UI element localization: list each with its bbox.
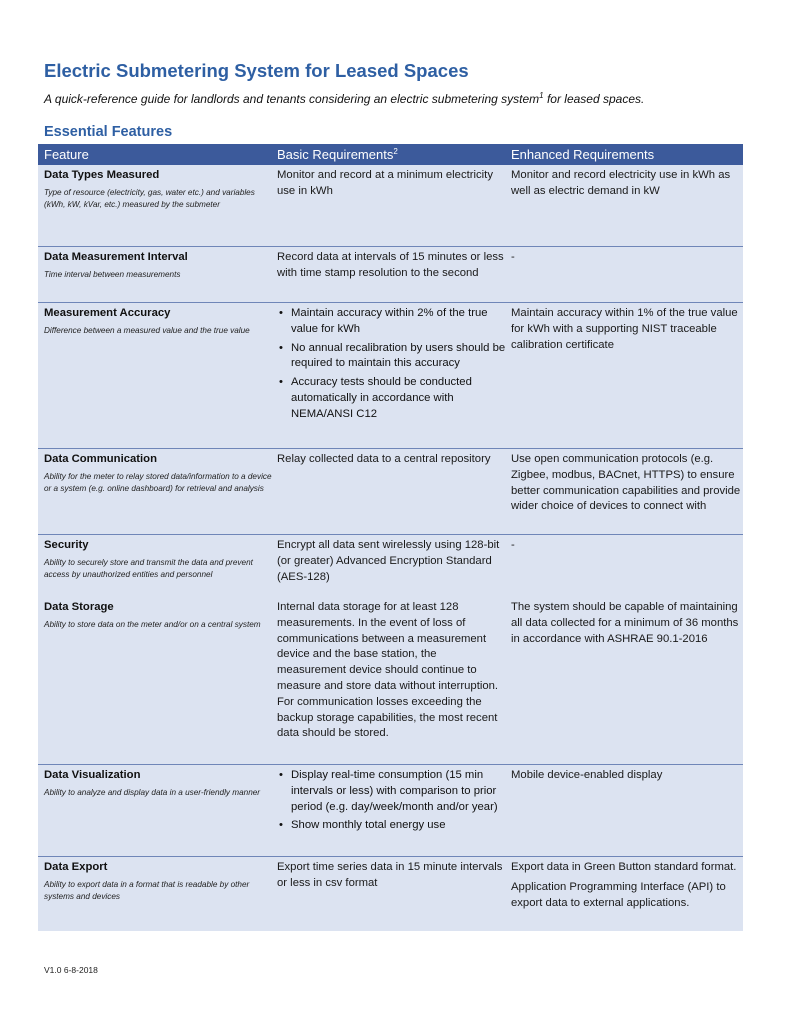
feature-name: Data Export [44, 861, 108, 873]
enhanced-requirement [506, 857, 743, 931]
header-enhanced: Enhanced Requirements [511, 147, 655, 162]
requirement-list [277, 768, 506, 834]
basic-requirement: Monitor and record at a minimum electricity use in kWh [277, 169, 493, 197]
list-item-text: Display real-time consumption (15 min intervals or less) with comparison to prior period (e.g. day/week/month and/or year) [291, 769, 498, 813]
feature-cell [38, 597, 272, 764]
feature-description: Ability for the meter to relay stored data/information to a device or a system (e.g. online dashboard) for retrieval and analysis [44, 472, 272, 493]
list-item [277, 341, 506, 373]
bullet-icon: • [279, 307, 283, 319]
basic-requirement: Internal data storage for at least 128 measurements. In the event of loss of communications between a measurement device and the base station, the measurement device should continue to measure and store data without interruption. For communication losses exceeding the backup storage capabilities, the most recent data should be stored. [277, 601, 499, 740]
feature-description: Ability to export data in a format that is readable by other systems and devices [44, 880, 250, 901]
enhanced-requirement-text-2: Application Programming Interface (API) to export data to external applications. [511, 880, 726, 909]
features-table [38, 144, 743, 931]
list-item-text: No annual recalibration by users should be required to maintain this accuracy [291, 341, 506, 370]
feature-cell [38, 857, 272, 931]
table-row [38, 303, 743, 449]
feature-description: Difference between a measured value and the true value [44, 326, 250, 335]
enhanced-requirement: Mobile device-enabled display [511, 769, 663, 781]
feature-cell [38, 535, 272, 597]
feature-cell [38, 247, 272, 302]
bullet-icon: • [279, 341, 283, 354]
feature-name: Measurement Accuracy [44, 307, 171, 319]
header-basic-label: Basic Requirements [277, 147, 394, 162]
feature-name: Data Storage [44, 601, 114, 613]
table-row [38, 857, 743, 931]
enhanced-requirement: Monitor and record electricity use in kWh as well as electric demand in kW [511, 169, 731, 197]
feature-description: Ability to analyze and display data in a user-friendly manner [44, 788, 261, 797]
feature-name: Data Visualization [44, 769, 141, 781]
table-row [38, 765, 743, 857]
feature-cell [38, 303, 272, 448]
subtitle-text: A quick-reference guide for landlords and tenants considering an electric submetering system [44, 92, 540, 106]
bullet-icon: • [279, 819, 283, 832]
footnote-marker-2: 2 [393, 147, 398, 156]
enhanced-requirement: - [511, 539, 515, 551]
version-footer: V1.0 6-8-2018 [44, 965, 98, 975]
subtitle-end: for leased spaces. [543, 92, 645, 106]
requirement-list [277, 306, 506, 423]
enhanced-requirement: Maintain accuracy within 1% of the true value for kWh with a supporting NIST traceable calibration certificate [511, 307, 738, 351]
list-item [277, 818, 506, 834]
footnote-marker-1: 1 [539, 91, 544, 100]
feature-name: Data Communication [44, 453, 157, 465]
basic-requirement: Export time series data in 15 minute intervals or less in csv format [277, 861, 503, 889]
enhanced-requirement-text: Export data in Green Button standard format. [511, 861, 737, 873]
enhanced-requirement: Use open communication protocols (e.g. Zigbee, modbus, BACnet, HTTPS) to ensure better communication capabilities and provide wider choice of devices to connect with [511, 453, 741, 513]
list-item [277, 375, 506, 422]
basic-requirement [272, 765, 506, 856]
table-row [38, 165, 743, 247]
feature-description: Type of resource (electricity, gas, water etc.) and variables (kWh, kW, kVar, etc.) measured by the submeter [44, 188, 255, 209]
basic-requirement [272, 303, 506, 448]
feature-name: Data Measurement Interval [44, 251, 188, 263]
feature-description: Time interval between measurements [44, 270, 181, 279]
enhanced-requirement: The system should be capable of maintaining all data collected for a minimum of 36 months in accordance with ASHRAE 90.1-2016 [511, 601, 739, 645]
feature-cell [38, 165, 272, 246]
section-heading: Essential Features [44, 124, 173, 140]
list-item [277, 768, 506, 815]
table-row [38, 597, 743, 765]
table-header [38, 144, 743, 165]
table-row [38, 449, 743, 535]
feature-name: Data Types Measured [44, 169, 160, 181]
document-title: Electric Submetering System for Leased Spaces [44, 60, 469, 81]
basic-requirement: Record data at intervals of 15 minutes or less with time stamp resolution to the second [277, 251, 504, 279]
enhanced-requirement: - [511, 251, 515, 263]
feature-cell [38, 765, 272, 856]
feature-cell [38, 449, 272, 534]
header-feature: Feature [44, 147, 89, 162]
feature-description: Ability to securely store and transmit the data and prevent access by unauthorized entities and personnel [44, 558, 253, 579]
feature-name: Security [44, 539, 89, 551]
bullet-icon: • [279, 769, 283, 781]
document-subtitle [44, 92, 644, 106]
list-item-text: Show monthly total energy use [291, 819, 446, 832]
header-basic [272, 147, 506, 162]
table-row [38, 247, 743, 303]
bullet-icon: • [279, 376, 283, 389]
list-item-text: Maintain accuracy within 2% of the true value for kWh [291, 307, 488, 335]
list-item-text: Accuracy tests should be conducted automatically in accordance with NEMA/ANSI C12 [291, 376, 472, 420]
feature-description: Ability to store data on the meter and/or on a central system [44, 620, 261, 629]
basic-requirement: Relay collected data to a central repository [277, 453, 491, 465]
table-row [38, 535, 743, 597]
basic-requirement: Encrypt all data sent wirelessly using 128-bit (or greater) Advanced Encryption Standard (AES-128) [277, 539, 500, 583]
list-item [277, 306, 506, 338]
